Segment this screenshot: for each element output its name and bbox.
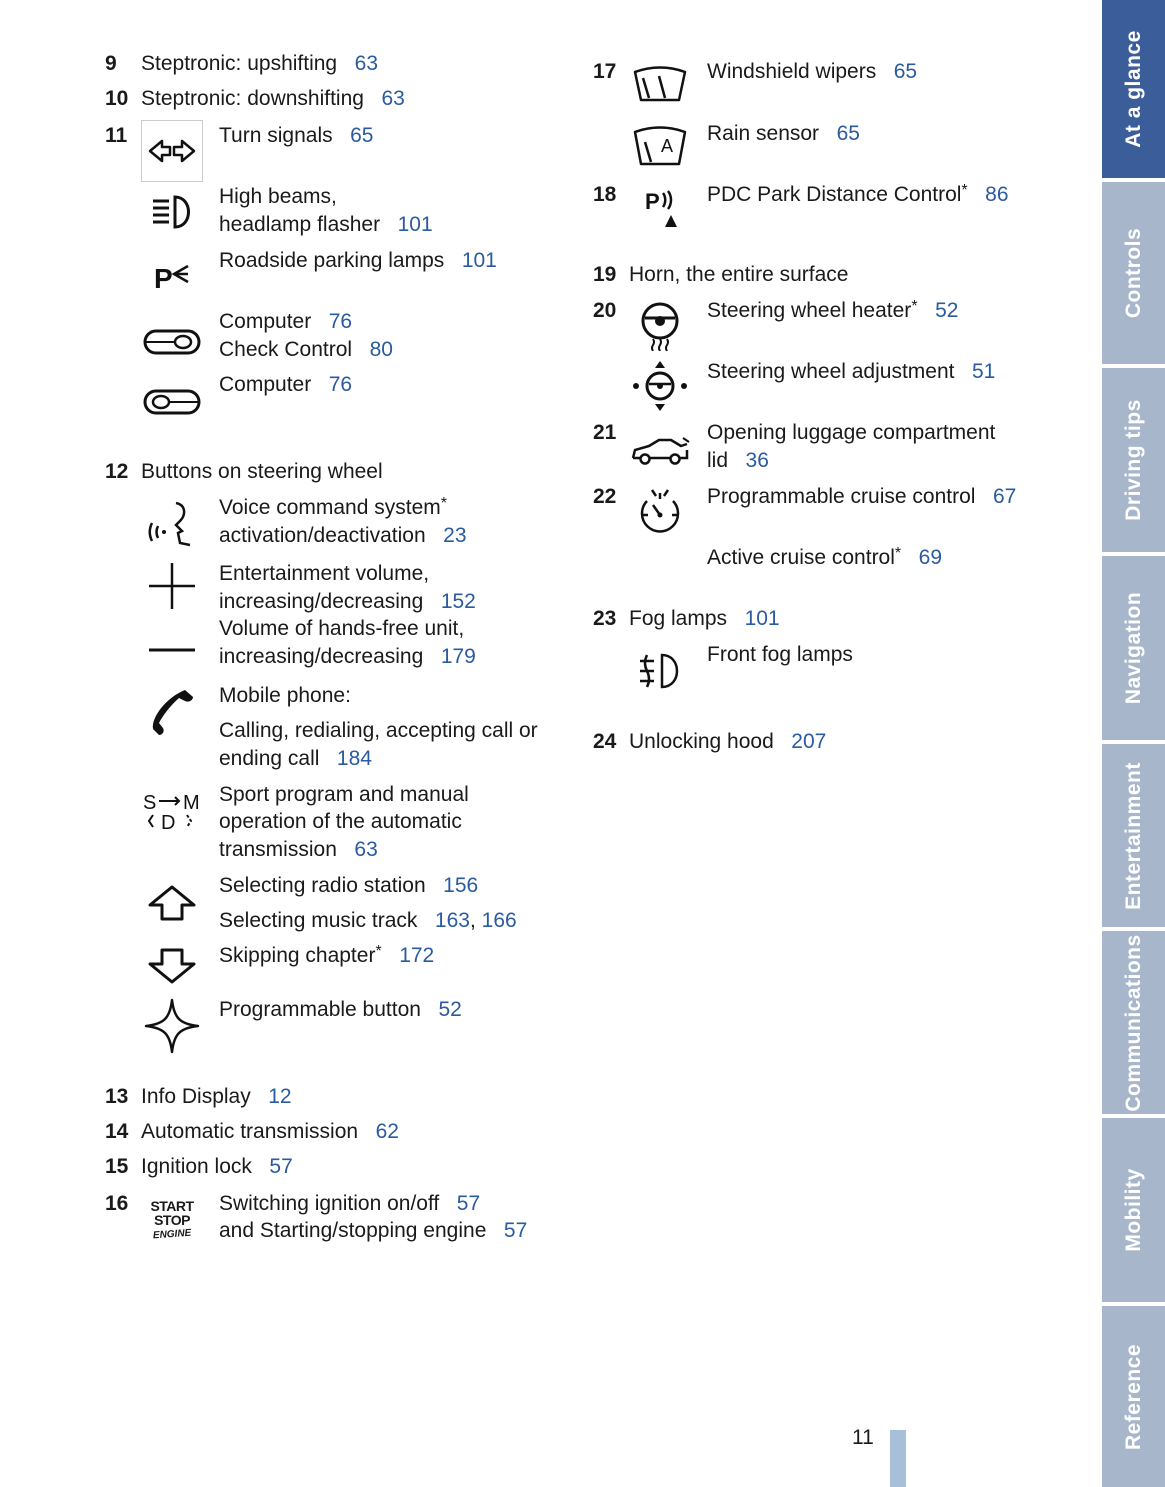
page-link[interactable]: 69 xyxy=(918,546,943,569)
page-link[interactable]: 52 xyxy=(438,998,462,1021)
page-link[interactable]: 207 xyxy=(791,730,827,753)
page-link[interactable]: 67 xyxy=(992,485,1017,508)
item-number: 12 xyxy=(105,460,129,483)
tab-driving-tips[interactable]: Driving tips xyxy=(1102,368,1165,552)
rain-sensor-icon xyxy=(629,120,691,172)
programmable-button-icon xyxy=(141,998,203,1054)
sport-program-icon xyxy=(141,786,203,838)
entry: Turn signals 65 xyxy=(219,124,374,147)
page-link[interactable]: 63 xyxy=(354,838,378,861)
page-link[interactable]: 51 xyxy=(972,360,996,383)
plus-icon xyxy=(141,560,203,612)
tab-entertainment[interactable]: Entertainment xyxy=(1102,744,1165,927)
page-link[interactable]: 63 xyxy=(354,52,378,75)
arrow-up-icon xyxy=(141,877,203,929)
item-number: 15 xyxy=(105,1155,129,1178)
tab-at-a-glance[interactable]: At a glance xyxy=(1102,0,1165,178)
entry: Windshield wipers 65 xyxy=(707,60,918,83)
entry: Automatic transmission 62 xyxy=(141,1120,399,1143)
item-number: 10 xyxy=(105,87,129,110)
computer-button-icon xyxy=(141,316,203,368)
page-link[interactable]: 184 xyxy=(336,747,372,770)
page-link[interactable]: 62 xyxy=(375,1120,399,1143)
page-link[interactable]: 86 xyxy=(985,183,1009,206)
entry: Ignition lock 57 xyxy=(141,1155,293,1178)
entry: Info Display 12 xyxy=(141,1085,292,1108)
item-number: 19 xyxy=(593,263,617,286)
entry: Opening luggage compartment xyxy=(707,421,996,444)
entry: Check Control 80 xyxy=(219,338,393,361)
entry: Switching ignition on/off 57 xyxy=(219,1192,481,1215)
page-number-bar xyxy=(890,1430,906,1487)
page-link[interactable]: 76 xyxy=(328,310,353,333)
page-link[interactable]: 65 xyxy=(836,122,860,145)
tab-navigation[interactable]: Navigation xyxy=(1102,556,1165,740)
tab-communications[interactable]: Communications xyxy=(1102,931,1165,1114)
page-link[interactable]: 57 xyxy=(503,1219,528,1242)
svg-text:P: P xyxy=(645,189,660,214)
tab-reference[interactable]: Reference xyxy=(1102,1306,1165,1487)
svg-text:S: S xyxy=(143,792,157,814)
svg-text:M: M xyxy=(183,792,200,814)
entry: Steering wheel heater* 52 xyxy=(707,298,959,322)
item-number: 20 xyxy=(593,299,617,322)
page-link[interactable]: 65 xyxy=(893,60,918,83)
entry: Computer 76 xyxy=(219,373,353,396)
entry: Steptronic: upshifting 63 xyxy=(141,52,378,75)
entry: Front fog lamps xyxy=(707,643,853,666)
item-number: 24 xyxy=(593,730,617,753)
voice-command-icon xyxy=(141,498,203,550)
entry: increasing/decreasing 152 xyxy=(219,590,476,613)
entry: Skipping chapter* 172 xyxy=(219,943,435,967)
item-number: 17 xyxy=(593,60,617,83)
entry: activation/deactivation 23 xyxy=(219,524,467,547)
park-distance-control-icon xyxy=(629,182,691,234)
high-beams-icon xyxy=(141,186,203,238)
section-heading: Buttons on steering wheel xyxy=(141,460,383,483)
entry: Programmable cruise control 67 xyxy=(707,485,1017,508)
entry: Selecting radio station 156 xyxy=(219,874,479,897)
entry: transmission 63 xyxy=(219,838,378,861)
page-link[interactable]: 163 xyxy=(434,909,470,932)
phone-handset-icon xyxy=(141,686,203,738)
page-link[interactable]: 80 xyxy=(369,338,393,361)
page-link[interactable]: 12 xyxy=(268,1085,292,1108)
entry: Mobile phone: xyxy=(219,684,351,707)
page-link[interactable]: 76 xyxy=(328,373,353,396)
entry: Active cruise control* 69 xyxy=(707,545,943,569)
entry: ending call 184 xyxy=(219,747,372,770)
entry: headlamp flasher 101 xyxy=(219,213,433,236)
entry: Computer 76 xyxy=(219,310,353,333)
entry: Selecting music track 163, 166 xyxy=(219,909,517,932)
parking-lamps-icon xyxy=(141,250,203,302)
svg-text:D: D xyxy=(161,812,176,833)
entry: operation of the automatic xyxy=(219,810,462,833)
entry: Steptronic: downshifting 63 xyxy=(141,87,405,110)
entry: Voice command system* xyxy=(219,495,447,519)
entry: lid 36 xyxy=(707,449,769,472)
luggage-compartment-icon xyxy=(629,424,691,476)
svg-text:P: P xyxy=(154,263,173,292)
arrow-down-icon xyxy=(141,940,203,992)
minus-icon xyxy=(141,624,203,676)
windshield-wipers-icon xyxy=(629,58,691,110)
item-number: 16 xyxy=(105,1192,129,1215)
page-link[interactable]: 52 xyxy=(935,299,959,322)
entry: Horn, the entire surface xyxy=(629,263,849,286)
entry: Calling, redialing, accepting call or xyxy=(219,719,538,742)
page-link[interactable]: 101 xyxy=(397,213,433,236)
entry: Steering wheel adjustment 51 xyxy=(707,360,996,383)
front-fog-lamps-icon xyxy=(629,645,691,697)
entry: Roadside parking lamps 101 xyxy=(219,249,497,272)
page-link[interactable]: 156 xyxy=(443,874,479,897)
item-number: 14 xyxy=(105,1120,129,1143)
page-link[interactable]: 172 xyxy=(399,944,435,967)
page-link[interactable]: 23 xyxy=(443,524,467,547)
page-number: 11 xyxy=(852,1426,874,1449)
entry: increasing/decreasing 179 xyxy=(219,645,476,668)
page-link[interactable]: 57 xyxy=(269,1155,293,1178)
chapter-tabs xyxy=(1102,0,1165,1487)
entry: Programmable button 52 xyxy=(219,998,462,1021)
page-link[interactable]: 101 xyxy=(744,607,780,630)
item-number: 21 xyxy=(593,421,617,444)
entry: Sport program and manual xyxy=(219,783,469,806)
steering-wheel-heater-icon xyxy=(629,300,691,352)
turn-signals-icon xyxy=(141,120,203,182)
item-number: 9 xyxy=(105,52,117,75)
cruise-control-icon xyxy=(629,486,691,538)
entry: Unlocking hood 207 xyxy=(629,730,827,753)
page-link[interactable]: 57 xyxy=(456,1192,481,1215)
entry: PDC Park Distance Control* 86 xyxy=(707,182,1009,206)
entry: Volume of hands-free unit, xyxy=(219,617,465,640)
item-number: 22 xyxy=(593,485,617,508)
item-number: 11 xyxy=(105,124,128,147)
page-link[interactable]: 36 xyxy=(745,449,769,472)
entry: High beams, xyxy=(219,185,337,208)
entry: Rain sensor 65 xyxy=(707,122,860,145)
page-link[interactable]: 179 xyxy=(440,645,476,668)
item-number: 18 xyxy=(593,183,617,206)
page-link[interactable]: 152 xyxy=(440,590,476,613)
start-stop-engine-icon: START STOP ENGINE xyxy=(150,1197,194,1241)
item-number: 13 xyxy=(105,1085,129,1108)
page-link[interactable]: 65 xyxy=(350,124,374,147)
tab-mobility[interactable]: Mobility xyxy=(1102,1118,1165,1302)
svg-text:A: A xyxy=(661,136,674,156)
item-number: 23 xyxy=(593,607,617,630)
entry: Fog lamps 101 xyxy=(629,607,780,630)
entry: and Starting/stopping engine 57 xyxy=(219,1219,528,1242)
steering-wheel-adjustment-icon xyxy=(629,360,691,412)
tab-controls[interactable]: Controls xyxy=(1102,182,1165,364)
entry: Entertainment volume, xyxy=(219,562,430,585)
page-link[interactable]: 101 xyxy=(461,249,497,272)
computer-button-icon xyxy=(141,376,203,428)
page-link[interactable]: 63 xyxy=(381,87,405,110)
page-link[interactable]: 166 xyxy=(481,909,517,932)
